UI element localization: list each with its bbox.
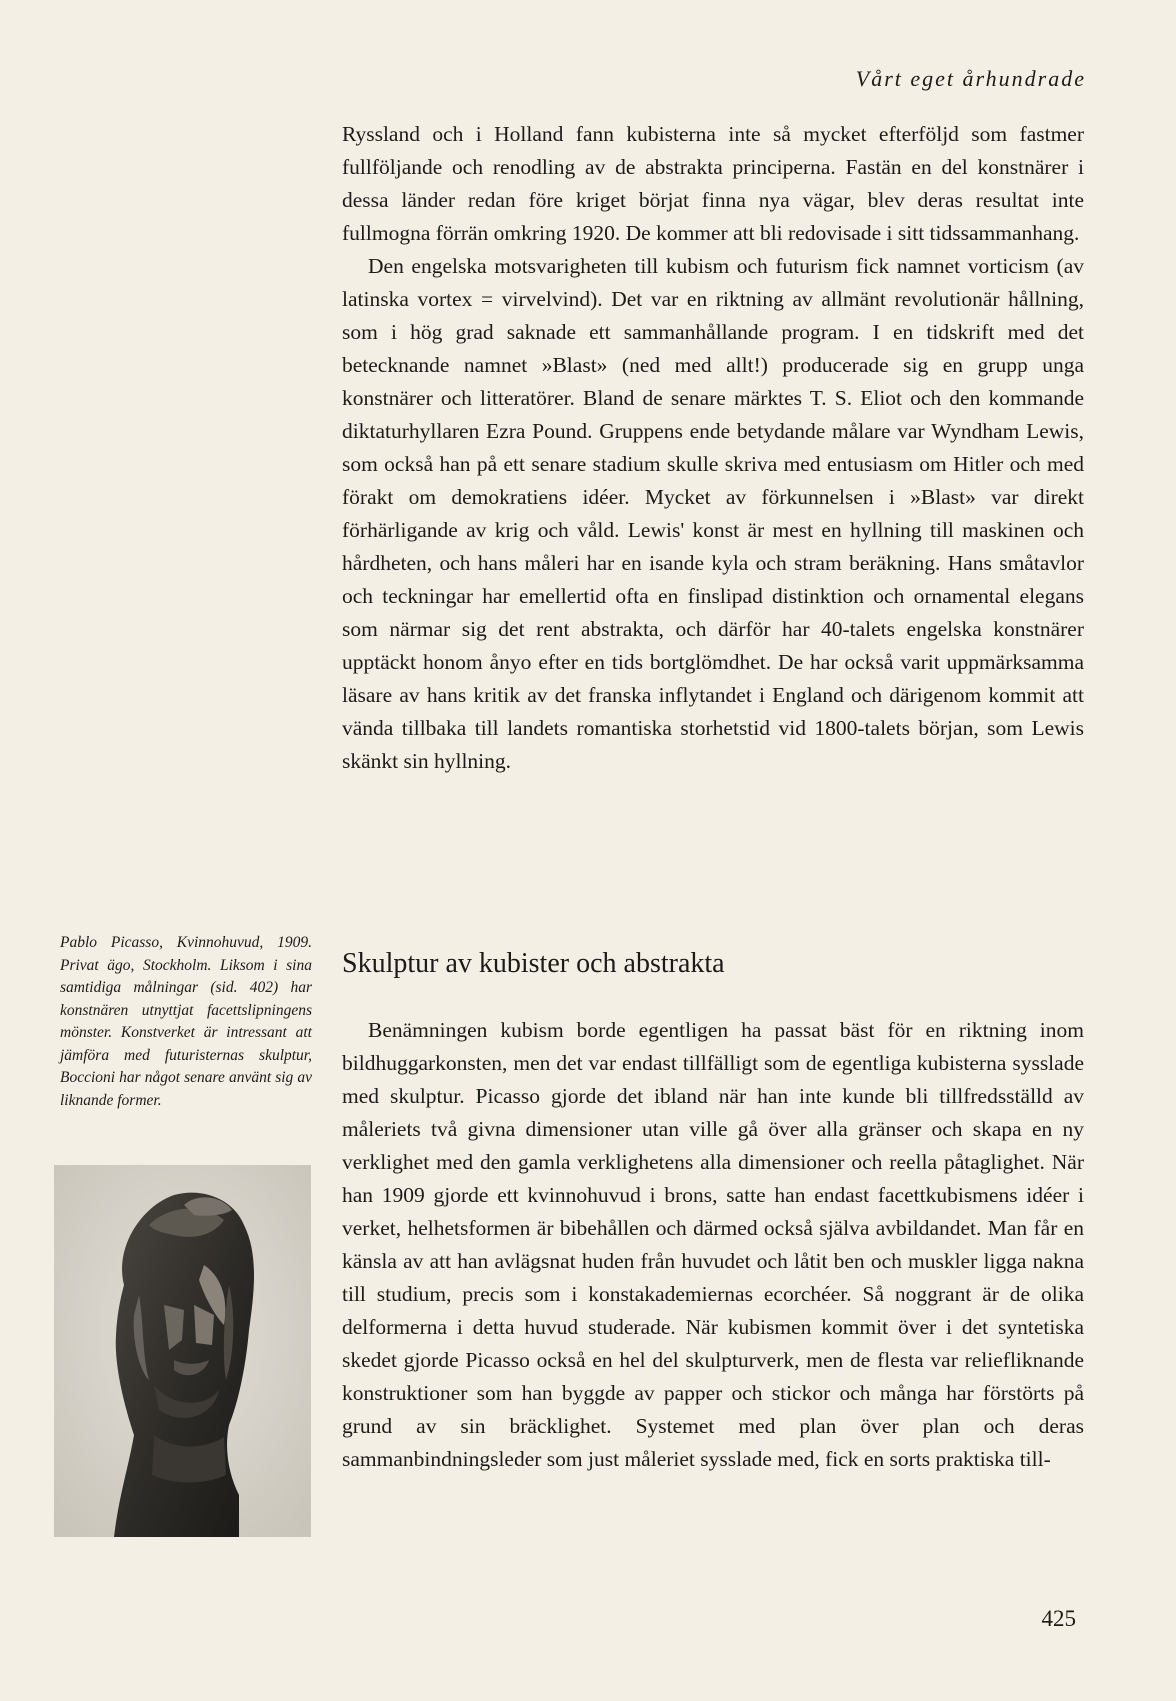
paragraph: Benämningen kubism borde egentligen ha passat bäst för en riktning inom bildhuggarkonsten, men det var endast tillfälligt som de egentliga kubisterna sysslade med skulptur. Picasso gjorde det ibland när han inte kunde bli tillfredsställd av måleriets två givna dimensioner utan ville gå över alla gränser och skapa en ny verklighet med den gamla verklighetens alla dimensioner och reella påtaglighet. När han 1909 gjorde ett kvinnohuvud i brons, satte han endast facettkubismens idéer i verket, helhetsformen är bibehållen och därmed också själva avbildandet. Man får en känsla av att han avlägsnat huden från huvudet och låtit ben och muskler ligga nakna till studium, precis som i konstakademiernas ecorchéer. Så noggrant är de olika delformerna i detta huvud studerade. När kubismen kommit över i det syntetiska skedet gjorde Picasso också en hel del skulpturverk, men de flesta var reliefliknande konstruktioner som han byggde av papper och stickor och många har förstörts på grund av sin bräcklighet. Systemet med plan över plan och deras sammanbindningsleder som just måleriet sysslade med, fick en sorts praktiska till- <box>342 1018 1084 1471</box>
figure-caption: Pablo Picasso, Kvinnohuvud, 1909. Privat ägo, Stockholm. Liksom i sina samtidiga målningar (sid. 402) har konstnären utnyttjat facettslipningens mönster. Konstverket är intressant att jämföra med futuristernas skulptur, Boccioni har något senare använt sig av liknande former. <box>60 934 312 1109</box>
section-text-column <box>342 1014 1084 1476</box>
section-title: Skulptur av kubister och abstrakta <box>342 948 725 979</box>
page-number: 425 <box>1041 1606 1076 1631</box>
sculpture-photo <box>54 1165 311 1537</box>
running-title: Vårt eget århundrade <box>855 66 1086 91</box>
paragraph: Ryssland och i Holland fann kubisterna inte så mycket efterföljd som fastmer fullföljande och renodling av de abstrakta principerna. Fastän en del konstnärer i dessa länder redan före kriget börjat finna nya vägar, blev deras resultat inte fullmogna förrän omkring 1920. De kommer att bli redovisade i sitt tidssammanhang. <box>342 122 1084 245</box>
main-text-column <box>342 118 1084 778</box>
paragraph: Den engelska motsvarigheten till kubism och futurism fick namnet vorticism (av latinska vortex = virvelvind). Det var en riktning av allmänt revolutionär hållning, som i hög grad saknade ett sammanhållande program. I en tidskrift med det betecknande namnet »Blast» (ned med allt!) producerade sig en grupp unga konstnärer och litteratörer. Bland de senare märktes T. S. Eliot och den kommande diktaturhyllaren Ezra Pound. Gruppens ende betydande målare var Wyndham Lewis, som också han på ett senare stadium skulle skriva med entusiasm om Hitler och med förakt om demokratiens idéer. Mycket av förkunnelsen i »Blast» var direkt förhärligande av krig och våld. Lewis' konst är mest en hyllning till maskinen och hårdheten, och hans måleri har en isande kyla och stram beräkning. Hans småtavlor och teckningar har emellertid ofta en finslipad distinktion och ornamental elegans som närmar sig det rent abstrakta, och därför har 40-talets engelska konstnärer upptäckt honom ånyo efter en tids bortglömdhet. De har också varit uppmärksamma läsare av hans kritik av det franska inflytandet i England och därigenom kommit att vända tillbaka till landets romantiska storhetstid vid 1800-talets början, som Lewis skänkt sin hyllning. <box>342 254 1084 773</box>
sculpture-head-image <box>54 1165 311 1537</box>
